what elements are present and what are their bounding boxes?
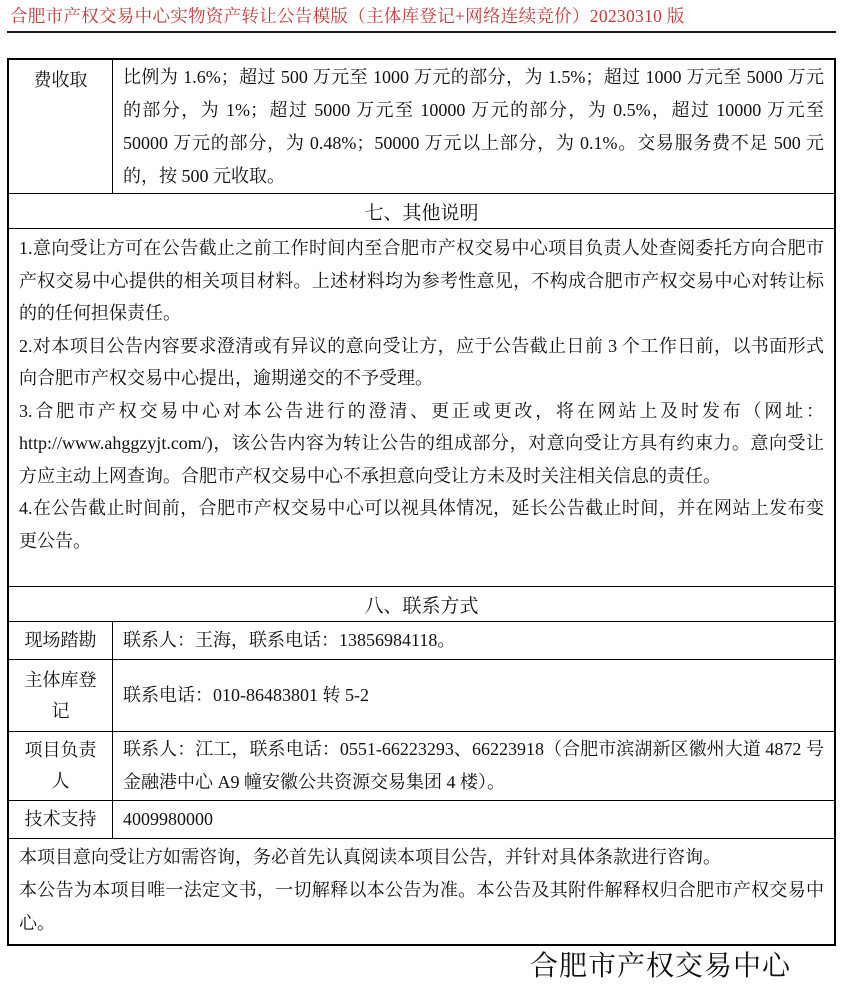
other-note-paragraph-1: 1.意向受让方可在公告截止之前工作时间内至合肥市产权交易中心项目负责人处查阅委托方向合肥市产权交易中心提供的相关项目材料。上述材料均为参考性意见，不构成合肥市产权交易中心对转让标的的任何担保责任。	[19, 238, 824, 323]
table-row-closing-note	[9, 838, 834, 944]
tech-support-content: 4009980000	[123, 809, 213, 829]
fee-row-content-cell	[113, 60, 834, 193]
section-title-contact: 八、联系方式	[9, 586, 834, 621]
document-header	[0, 0, 843, 33]
site-visit-label: 现场踏勘	[9, 622, 113, 659]
registry-content-cell	[113, 660, 834, 731]
other-note-paragraph-4: 4.在公告截止时间前，合肥市产权交易中心可以视具体情况，延长公告截止时间，并在网站上发布变更公告。	[19, 498, 824, 551]
tech-support-content-cell	[113, 801, 834, 838]
other-notes-cell	[9, 229, 834, 586]
table-row-tech-support	[9, 800, 834, 838]
header-title: 合肥市产权交易中心实物资产转让公告模版（主体库登记+网络连续竞价）20230310 版	[10, 6, 685, 26]
table-row-registry	[9, 659, 834, 731]
issuer-signature: 合肥市产权交易中心	[529, 951, 791, 982]
header-rule	[7, 31, 836, 33]
other-note-paragraph-3: 3.合肥市产权交易中心对本公告进行的澄清、更正或更改，将在网站上及时发布（网址：http://www.ahggzyjt.com/)，该公告内容为转让公告的组成部分，对意向受让方具有约束力。意向受让方应主动上网查询。合肥市产权交易中心不承担意向受让方未及时关注相关信息的责任。	[19, 400, 824, 486]
section-title-other-notes: 七、其他说明	[9, 193, 834, 228]
table-row-other-notes	[9, 228, 834, 586]
fee-row-content: 比例为 1.6%；超过 500 万元至 1000 万元的部分，为 1.5%；超过 1000 万元至 5000 万元的部分，为 1%；超过 5000 万元至 10000 万元的部分，为 0.5%，超过 10000 万元至 50000 万元的部分，为 0.48%；50000 万元以上部分，为 0.1%。交易服务费不足 500 元的，按 500 元收取。	[123, 67, 824, 186]
closing-note-cell	[9, 839, 834, 944]
project-manager-label: 项目负责人	[9, 732, 113, 800]
table-row-site-visit	[9, 621, 834, 659]
table-row-project-manager	[9, 731, 834, 800]
closing-note-paragraph-2: 本公告为本项目唯一法定文书，一切解释以本公告为准。本公告及其附件解释权归合肥市产权交易中心。	[19, 880, 824, 933]
table-row-fee	[9, 60, 834, 193]
site-visit-content: 联系人：王海，联系电话：13856984118。	[123, 630, 456, 650]
other-note-paragraph-2: 2.对本项目公告内容要求澄清或有异议的意向受让方，应于公告截止日前 3 个工作日前，以书面形式向合肥市产权交易中心提出，逾期递交的不予受理。	[19, 335, 824, 388]
project-manager-content-cell	[113, 732, 834, 800]
registry-label: 主体库登记	[9, 660, 113, 731]
registry-content: 联系电话：010-86483801 转 5-2	[123, 685, 369, 705]
tech-support-label: 技术支持	[9, 801, 113, 838]
site-visit-content-cell	[113, 622, 834, 659]
closing-note-paragraph-1: 本项目意向受让方如需咨询，务必首先认真阅读本项目公告，并针对具体条款进行咨询。	[19, 847, 721, 867]
project-manager-content: 联系人：江工，联系电话：0551-66223293、66223918（合肥市滨湖新区徽州大道 4872 号金融港中心 A9 幢安徽公共资源交易集团 4 楼）。	[123, 739, 824, 792]
fee-row-label: 费收取	[9, 60, 113, 193]
announcement-table	[7, 58, 836, 946]
